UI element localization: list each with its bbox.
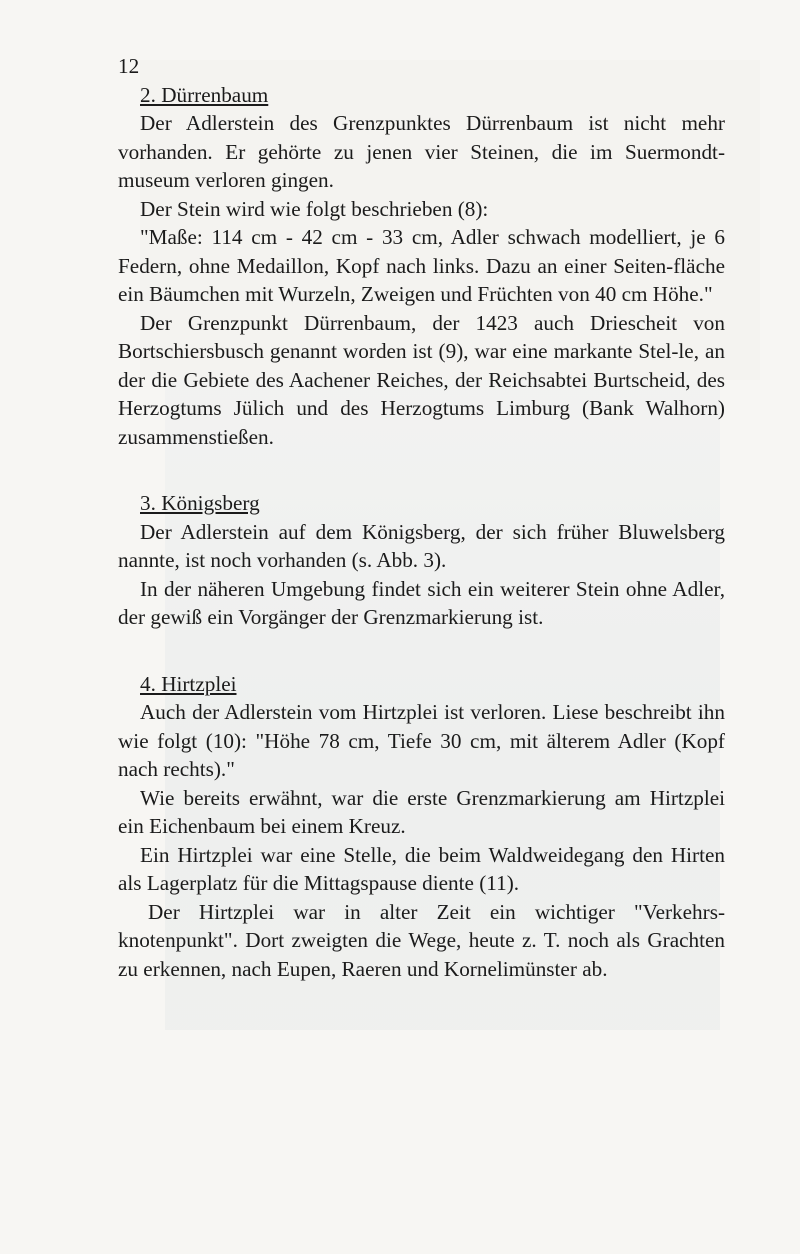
paragraph: Der Grenzpunkt Dürrenbaum, der 1423 auch Driescheit von Bortschiersbusch genannt worden ist (9), war eine markante Stel-le, an der die Gebiete des Aachener Reiches, der Reichsabtei Burtscheid, des Herzogtums Jülich und des Herzogtums Limburg (Bank Walhorn) zusammenstießen. [118,310,725,449]
paragraph: Wie bereits erwähnt, war die erste Grenzmarkierung am Hirtzplei ein Eichenbaum bei einem Kreuz. [118,785,725,838]
paragraph: Der Adlerstein auf dem Königsberg, der sich früher Bluwelsberg nannte, ist noch vorhanden (s. Abb. 3). [118,519,725,572]
section-heading-hirtzplei: 4. Hirtzplei [140,671,237,696]
paragraph: Der Adlerstein des Grenzpunktes Dürrenbaum ist nicht mehr vorhanden. Er gehörte zu jenen vier Steinen, die im Suermondt-museum verloren gingen. [118,111,725,192]
paragraph: Ein Hirtzplei war eine Stelle, die beim Waldweidegang den Hirten als Lagerplatz für die Mittagspause diente (11). [118,842,725,895]
page-body [118,52,725,983]
paragraph: Auch der Adlerstein vom Hirtzplei ist verloren. Liese beschreibt ihn wie folgt (10): "Höhe 78 cm, Tiefe 30 cm, mit älterem Adler (Kopf nach rechts)." [118,700,725,781]
paragraph-quote: "Maße: 114 cm - 42 cm - 33 cm, Adler schwach modelliert, je 6 Federn, ohne Medaillon, Kopf nach links. Dazu an einer Seiten-fläche ein Bäumchen mit Wurzeln, Zweigen und Früchten von 40 cm Höhe." [118,225,725,306]
section-heading-koenigsberg: 3. Königsberg [140,491,260,515]
page-number: 12 [118,54,140,78]
section-heading-duerrenbaum: 2. Dürrenbaum [140,82,269,107]
paragraph: Der Stein wird wie folgt beschrieben (8): [140,196,489,221]
paragraph: Der Hirtzplei war in alter Zeit ein wichtiger "Verkehrs-knotenpunkt". Dort zweigten die Wege, heute z. T. noch als Grachten zu erkennen, nach Eupen, Raeren und Kornelimünster ab. [118,899,725,981]
paragraph: In der näheren Umgebung findet sich ein weiterer Stein ohne Adler, der gewiß ein Vorgänger der Grenzmarkierung ist. [118,576,725,629]
